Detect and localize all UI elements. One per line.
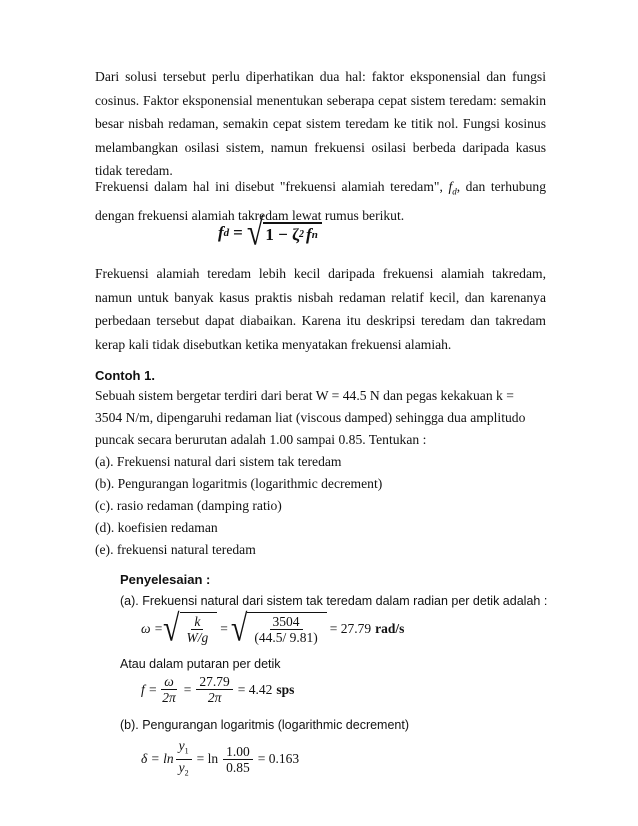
equation-f — [141, 674, 294, 705]
solution-heading: Penyelesaian : — [120, 572, 211, 587]
delta-y2: y — [178, 759, 185, 775]
formula-fd-inner-sup: 2 — [299, 229, 305, 240]
example-line-1: Sebuah sistem bergetar terdiri dari berat W = 44.5 N dan pegas kekakuan k = — [95, 388, 514, 403]
delta-y2-sub: 2 — [184, 768, 189, 778]
delta-frac-1-den — [176, 760, 192, 781]
equation-omega — [141, 607, 405, 649]
example-item-c: (c). rasio redaman (damping ratio) — [95, 498, 282, 513]
formula-fd-equals: = — [233, 223, 243, 242]
f-result: = 4.42 — [237, 681, 273, 697]
paragraph-damped-frequency-text: Frekuensi dalam hal ini disebut "frekuensi alamiah teredam", — [95, 179, 449, 194]
omega-unit: rad/s — [375, 620, 405, 636]
delta-y1: y — [178, 738, 185, 753]
omega-sqrt-2 — [230, 607, 327, 649]
f-frac-1 — [159, 674, 179, 705]
f-lhs: f = — [141, 681, 158, 697]
omega-frac-2-den: (44.5/ 9.81) — [254, 630, 318, 645]
delta-y1-sub: 1 — [184, 746, 189, 756]
f-frac-2 — [196, 674, 232, 705]
formula-fd-lhs: f — [218, 223, 224, 242]
omega-frac-1-num: k — [191, 614, 203, 630]
equation-delta — [141, 738, 299, 780]
solution-atau: Atau dalam putaran per detik — [120, 657, 281, 671]
omega-result: = 27.79 — [329, 620, 372, 636]
example-item-e: (e). frekuensi natural teredam — [95, 542, 256, 557]
omega-sqrt-1-body — [180, 612, 218, 645]
omega-frac-2 — [251, 614, 320, 645]
formula-fd-rhs-sub: n — [311, 228, 318, 241]
fd-symbol: f — [448, 179, 453, 194]
omega-sqrt-1 — [163, 607, 217, 649]
omega-frac-1-den: W/g — [186, 630, 209, 645]
example-item-b: (b). Pengurangan logaritmis (logarithmic decrement) — [95, 476, 383, 491]
example-item-d: (d). koefisien redaman — [95, 520, 218, 535]
sqrt-radical-icon: √ — [163, 607, 180, 649]
delta-frac-2 — [223, 744, 253, 775]
omega-eq1: = — [220, 620, 228, 636]
sqrt-radical-icon: √ — [246, 211, 264, 253]
example-line-2: 3504 N/m, dipengaruhi redaman liat (viscous damped) sehingga dua amplitudo — [95, 410, 526, 425]
delta-result: = 0.163 — [257, 751, 300, 767]
f-frac-2-num: 27.79 — [196, 674, 232, 690]
formula-fd-lhs-sub: d — [223, 227, 230, 239]
f-frac-1-num: ω — [161, 674, 177, 690]
delta-frac-1 — [176, 738, 192, 780]
omega-sqrt-2-body — [247, 612, 326, 645]
omega-frac-1 — [184, 614, 212, 645]
omega-frac-2-num: 3504 — [270, 614, 303, 630]
sqrt-radical-icon: √ — [230, 607, 248, 649]
formula-fd-sqrt-body — [263, 222, 322, 245]
delta-frac-2-num: 1.00 — [223, 744, 253, 760]
formula-damped-frequency — [218, 211, 322, 253]
solution-part-a: (a). Frekuensi natural dari sistem tak teredam dalam radian per detik adalah : — [120, 594, 548, 608]
paragraph-damped-frequency-text-cont: , dan terhubung dengan frekuensi alamiah takredam lewat rumus berikut. — [95, 179, 546, 224]
f-frac-1-den: 2π — [162, 690, 176, 705]
delta-frac-2-den: 0.85 — [226, 759, 250, 775]
delta-frac-1-num — [176, 738, 192, 760]
omega-lhs: ω = — [141, 620, 164, 636]
f-unit: sps — [276, 681, 295, 697]
f-frac-2-den: 2π — [207, 690, 222, 705]
example-heading: Contoh 1. — [95, 368, 155, 383]
solution-part-b: (b). Pengurangan logaritmis (logarithmic decrement) — [120, 718, 410, 732]
delta-lhs: δ = ln — [141, 751, 174, 767]
formula-fd-inner: 1 − ζ — [265, 224, 300, 244]
formula-fd-rhs: f — [306, 224, 312, 244]
example-line-3: puncak secara berurutan adalah 1.00 sampai 0.85. Tentukan : — [95, 432, 427, 447]
f-eq1: = — [183, 681, 192, 697]
formula-fd-sqrt — [246, 211, 322, 253]
paragraph-frequency-comparison: Frekuensi alamiah teredam lebih kecil daripada frekuensi alamiah takredam, namun untuk banyak kasus praktis nisbah redaman relatif kecil, dan karenanya perbedaan tersebut dapat diabaikan. Karena itu deskripsi teredam dan takredam kerap kali tidak disebutkan ketika menyatakan frekuensi alamiah. — [95, 266, 546, 352]
paragraph-damping-factors: Dari solusi tersebut perlu diperhatikan dua hal: faktor eksponensial dan fungsi cosinus. Faktor eksponensial menentukan seberapa cepat sistem teredam: semakin besar nisbah redaman, semakin cepat sistem teredam ke titik nol. Fungsi kosinus melambangkan osilasi sistem, namun frekuensi osilasi berbeda daripada kasus tidak teredam. — [95, 69, 546, 178]
fd-subscript: d — [452, 186, 457, 197]
example-item-a: (a). Frekuensi natural dari sistem tak teredam — [95, 454, 342, 469]
delta-eq1: = ln — [196, 751, 219, 767]
